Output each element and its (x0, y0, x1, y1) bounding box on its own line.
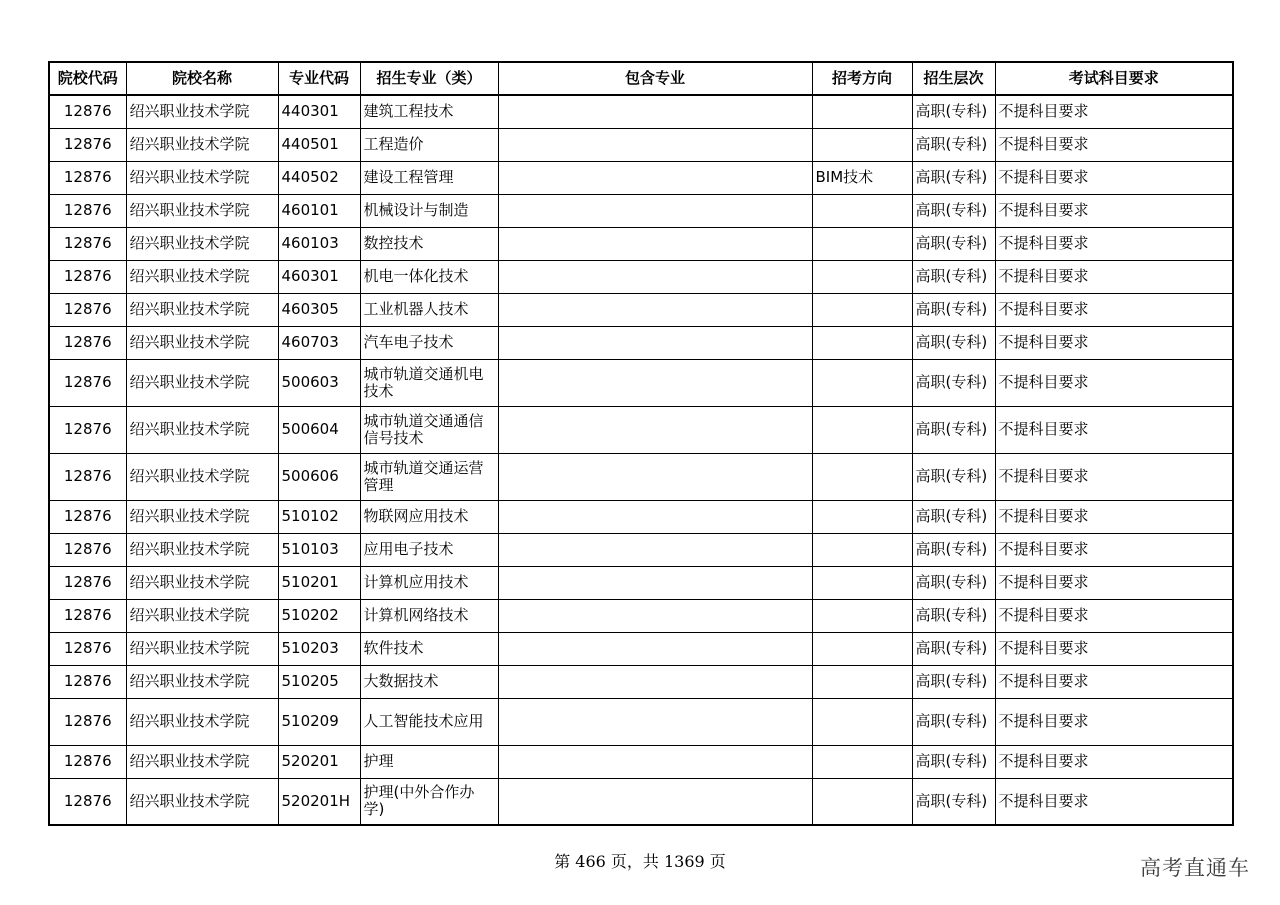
included-majors-cell (498, 293, 812, 326)
requirement-cell: 不提科目要求 (995, 359, 1233, 406)
table-row (49, 194, 1233, 227)
table-row (49, 406, 1233, 453)
requirement-cell: 不提科目要求 (995, 406, 1233, 453)
header-school-name: 院校名称 (126, 62, 278, 95)
included-majors-cell (498, 260, 812, 293)
school-name-cell: 绍兴职业技术学院 (126, 406, 278, 453)
level-cell: 高职(专科) (912, 260, 995, 293)
requirement-cell: 不提科目要求 (995, 260, 1233, 293)
major-cell: 工程造价 (360, 128, 498, 161)
direction-cell (812, 406, 912, 453)
level-cell: 高职(专科) (912, 665, 995, 698)
school-name-cell: 绍兴职业技术学院 (126, 227, 278, 260)
direction-cell (812, 326, 912, 359)
level-cell: 高职(专科) (912, 745, 995, 778)
major-code-cell: 510205 (278, 665, 360, 698)
requirement-cell: 不提科目要求 (995, 161, 1233, 194)
major-code-cell: 460703 (278, 326, 360, 359)
table-row (49, 128, 1233, 161)
requirement-cell: 不提科目要求 (995, 194, 1233, 227)
major-cell: 计算机网络技术 (360, 599, 498, 632)
major-code-cell: 500603 (278, 359, 360, 406)
school-code-cell: 12876 (49, 500, 126, 533)
table-row (49, 778, 1233, 825)
requirement-cell: 不提科目要求 (995, 665, 1233, 698)
major-code-cell: 510102 (278, 500, 360, 533)
table-row (49, 599, 1233, 632)
direction-cell (812, 599, 912, 632)
major-code-cell: 460101 (278, 194, 360, 227)
requirement-cell: 不提科目要求 (995, 745, 1233, 778)
level-cell: 高职(专科) (912, 326, 995, 359)
school-name-cell: 绍兴职业技术学院 (126, 161, 278, 194)
major-code-cell: 440501 (278, 128, 360, 161)
school-code-cell: 12876 (49, 95, 126, 128)
requirement-cell: 不提科目要求 (995, 566, 1233, 599)
direction-cell (812, 95, 912, 128)
major-code-cell: 510103 (278, 533, 360, 566)
requirement-cell: 不提科目要求 (995, 632, 1233, 665)
direction-cell (812, 698, 912, 745)
direction-cell (812, 227, 912, 260)
requirement-cell: 不提科目要求 (995, 698, 1233, 745)
school-name-cell: 绍兴职业技术学院 (126, 500, 278, 533)
school-code-cell: 12876 (49, 326, 126, 359)
school-name-cell: 绍兴职业技术学院 (126, 533, 278, 566)
school-code-cell: 12876 (49, 227, 126, 260)
school-name-cell: 绍兴职业技术学院 (126, 260, 278, 293)
level-cell: 高职(专科) (912, 161, 995, 194)
major-code-cell: 460301 (278, 260, 360, 293)
level-cell: 高职(专科) (912, 599, 995, 632)
school-code-cell: 12876 (49, 161, 126, 194)
major-cell: 数控技术 (360, 227, 498, 260)
school-name-cell: 绍兴职业技术学院 (126, 665, 278, 698)
included-majors-cell (498, 406, 812, 453)
direction-cell (812, 359, 912, 406)
included-majors-cell (498, 745, 812, 778)
direction-cell (812, 293, 912, 326)
major-cell: 物联网应用技术 (360, 500, 498, 533)
school-name-cell: 绍兴职业技术学院 (126, 778, 278, 825)
major-code-cell: 510201 (278, 566, 360, 599)
major-cell: 护理 (360, 745, 498, 778)
school-name-cell: 绍兴职业技术学院 (126, 745, 278, 778)
major-code-cell: 520201 (278, 745, 360, 778)
school-code-cell: 12876 (49, 293, 126, 326)
direction-cell (812, 453, 912, 500)
direction-cell: BIM技术 (812, 161, 912, 194)
direction-cell (812, 745, 912, 778)
included-majors-cell (498, 500, 812, 533)
school-code-cell: 12876 (49, 533, 126, 566)
included-majors-cell (498, 566, 812, 599)
level-cell: 高职(专科) (912, 128, 995, 161)
school-name-cell: 绍兴职业技术学院 (126, 453, 278, 500)
school-name-cell: 绍兴职业技术学院 (126, 359, 278, 406)
school-code-cell: 12876 (49, 632, 126, 665)
included-majors-cell (498, 632, 812, 665)
major-code-cell: 460103 (278, 227, 360, 260)
table-row (49, 359, 1233, 406)
major-code-cell: 440502 (278, 161, 360, 194)
header-included-majors: 包含专业 (498, 62, 812, 95)
school-code-cell: 12876 (49, 406, 126, 453)
direction-cell (812, 194, 912, 227)
direction-cell (812, 665, 912, 698)
level-cell: 高职(专科) (912, 359, 995, 406)
school-code-cell: 12876 (49, 453, 126, 500)
direction-cell (812, 566, 912, 599)
level-cell: 高职(专科) (912, 778, 995, 825)
major-code-cell: 460305 (278, 293, 360, 326)
level-cell: 高职(专科) (912, 194, 995, 227)
school-name-cell: 绍兴职业技术学院 (126, 566, 278, 599)
header-level: 招生层次 (912, 62, 995, 95)
school-code-cell: 12876 (49, 194, 126, 227)
major-cell: 人工智能技术应用 (360, 698, 498, 745)
major-cell: 计算机应用技术 (360, 566, 498, 599)
major-cell: 城市轨道交通机电技术 (360, 359, 498, 406)
included-majors-cell (498, 326, 812, 359)
direction-cell (812, 778, 912, 825)
direction-cell (812, 128, 912, 161)
table-row (49, 500, 1233, 533)
level-cell: 高职(专科) (912, 698, 995, 745)
header-major: 招生专业（类） (360, 62, 498, 95)
major-cell: 城市轨道交通通信信号技术 (360, 406, 498, 453)
header-requirement: 考试科目要求 (995, 62, 1233, 95)
major-cell: 工业机器人技术 (360, 293, 498, 326)
table-row (49, 161, 1233, 194)
requirement-cell: 不提科目要求 (995, 778, 1233, 825)
major-code-cell: 500606 (278, 453, 360, 500)
major-code-cell: 510203 (278, 632, 360, 665)
level-cell: 高职(专科) (912, 453, 995, 500)
included-majors-cell (498, 453, 812, 500)
major-cell: 城市轨道交通运营管理 (360, 453, 498, 500)
school-code-cell: 12876 (49, 599, 126, 632)
table-row (49, 533, 1233, 566)
requirement-cell: 不提科目要求 (995, 326, 1233, 359)
level-cell: 高职(专科) (912, 406, 995, 453)
header-direction: 招考方向 (812, 62, 912, 95)
school-name-cell: 绍兴职业技术学院 (126, 128, 278, 161)
requirement-cell: 不提科目要求 (995, 293, 1233, 326)
school-name-cell: 绍兴职业技术学院 (126, 95, 278, 128)
major-code-cell: 510209 (278, 698, 360, 745)
major-cell: 机电一体化技术 (360, 260, 498, 293)
school-code-cell: 12876 (49, 665, 126, 698)
level-cell: 高职(专科) (912, 632, 995, 665)
direction-cell (812, 500, 912, 533)
school-code-cell: 12876 (49, 745, 126, 778)
direction-cell (812, 260, 912, 293)
level-cell: 高职(专科) (912, 227, 995, 260)
table-row (49, 260, 1233, 293)
school-name-cell: 绍兴职业技术学院 (126, 632, 278, 665)
major-cell: 大数据技术 (360, 665, 498, 698)
school-name-cell: 绍兴职业技术学院 (126, 293, 278, 326)
table-row (49, 698, 1233, 745)
included-majors-cell (498, 95, 812, 128)
included-majors-cell (498, 161, 812, 194)
included-majors-cell (498, 227, 812, 260)
school-code-cell: 12876 (49, 778, 126, 825)
watermark: 高考直通车 (1140, 856, 1250, 880)
included-majors-cell (498, 194, 812, 227)
table-row (49, 453, 1233, 500)
included-majors-cell (498, 665, 812, 698)
school-code-cell: 12876 (49, 359, 126, 406)
header-major-code: 专业代码 (278, 62, 360, 95)
header-row (49, 62, 1233, 95)
level-cell: 高职(专科) (912, 500, 995, 533)
table-row (49, 95, 1233, 128)
page-number: 第 466 页，共 1369 页 (554, 852, 726, 871)
school-code-cell: 12876 (49, 128, 126, 161)
requirement-cell: 不提科目要求 (995, 95, 1233, 128)
level-cell: 高职(专科) (912, 95, 995, 128)
school-name-cell: 绍兴职业技术学院 (126, 698, 278, 745)
major-cell: 建设工程管理 (360, 161, 498, 194)
table-row (49, 566, 1233, 599)
table-row (49, 326, 1233, 359)
table-row (49, 632, 1233, 665)
direction-cell (812, 632, 912, 665)
major-code-cell: 520201H (278, 778, 360, 825)
school-code-cell: 12876 (49, 566, 126, 599)
major-cell: 护理(中外合作办学) (360, 778, 498, 825)
major-code-cell: 500604 (278, 406, 360, 453)
direction-cell (812, 533, 912, 566)
requirement-cell: 不提科目要求 (995, 533, 1233, 566)
table-body (49, 95, 1233, 825)
requirement-cell: 不提科目要求 (995, 453, 1233, 500)
included-majors-cell (498, 533, 812, 566)
major-code-cell: 440301 (278, 95, 360, 128)
level-cell: 高职(专科) (912, 533, 995, 566)
table-row (49, 665, 1233, 698)
school-name-cell: 绍兴职业技术学院 (126, 326, 278, 359)
level-cell: 高职(专科) (912, 566, 995, 599)
table-row (49, 227, 1233, 260)
header-school-code: 院校代码 (49, 62, 126, 95)
requirement-cell: 不提科目要求 (995, 227, 1233, 260)
requirement-cell: 不提科目要求 (995, 128, 1233, 161)
requirement-cell: 不提科目要求 (995, 599, 1233, 632)
level-cell: 高职(专科) (912, 293, 995, 326)
school-code-cell: 12876 (49, 260, 126, 293)
included-majors-cell (498, 599, 812, 632)
included-majors-cell (498, 359, 812, 406)
included-majors-cell (498, 778, 812, 825)
school-name-cell: 绍兴职业技术学院 (126, 599, 278, 632)
major-code-cell: 510202 (278, 599, 360, 632)
major-cell: 机械设计与制造 (360, 194, 498, 227)
major-cell: 应用电子技术 (360, 533, 498, 566)
table-row (49, 745, 1233, 778)
major-cell: 软件技术 (360, 632, 498, 665)
requirement-cell: 不提科目要求 (995, 500, 1233, 533)
included-majors-cell (498, 698, 812, 745)
school-name-cell: 绍兴职业技术学院 (126, 194, 278, 227)
admissions-table (48, 61, 1234, 826)
table-row (49, 293, 1233, 326)
major-cell: 汽车电子技术 (360, 326, 498, 359)
included-majors-cell (498, 128, 812, 161)
major-cell: 建筑工程技术 (360, 95, 498, 128)
school-code-cell: 12876 (49, 698, 126, 745)
